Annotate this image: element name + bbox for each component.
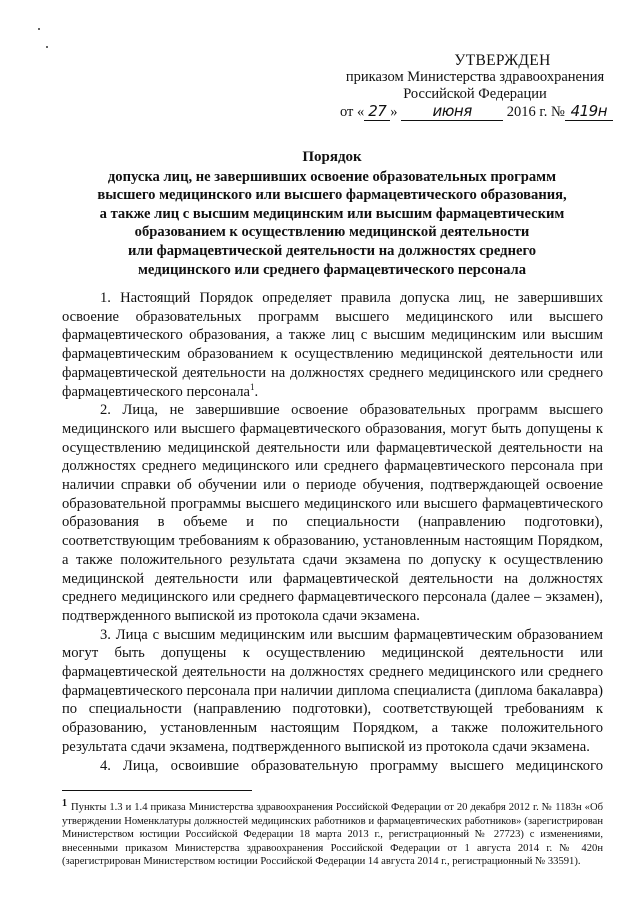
date-prefix: от « (340, 104, 365, 120)
approval-block (330, 52, 620, 121)
heading-line: высшего медицинского или высшего фармацевтического образования, (97, 187, 567, 204)
date-quote: » (390, 104, 398, 120)
footnote (62, 797, 603, 869)
heading-line: а также лиц с высшим медицинским или высшим фармацевтическим (99, 205, 565, 222)
approval-line-2: Российской Федерации (403, 86, 547, 102)
heading-title: Порядок (302, 149, 362, 165)
date-month: июня (401, 103, 503, 121)
heading-line: или фармацевтической деятельности на должностях среднего (127, 242, 537, 259)
approval-line-1: приказом Министерства здравоохранения (345, 69, 605, 85)
approval-title: УТВЕРЖДЕН (454, 52, 551, 69)
footnote-divider (62, 790, 252, 791)
paragraph-1-end: . (254, 383, 259, 400)
paragraph-1-text: 1. Настоящий Порядок определяет правила допуска лиц, не завершивших освоение образовательных программ высшего медицинского или высшего фармацевтического образования, а также лиц с высшим медицинским или высшим фармацевтическим образованием к осуществлению медицинской деятельности или фармацевтической деятельности на должностях среднего медицинского или среднего фармацевтического персонала (62, 290, 603, 400)
footnote-ref: 1 (250, 381, 255, 392)
footnote-text: Пункты 1.3 и 1.4 приказа Министерства здравоохранения Российской Федерации от 20 декабря 2012 г. № 1183н «Об утверждении Номенклатуры должностей медицинских работников и фармацевтических работников» (зарегистрирован Министерством юстиции Российской Федерации 18 марта 2013 г., регистрационный № 27723) с изменениями, внесенными приказом Министерства здравоохранения Российской Федерации от 1 августа 2014 г. № 420н (зарегистрирован Министерством юстиции Российской Федерации 14 августа 2014 г., регистрационный № 33591). (62, 802, 603, 868)
paragraph-4: 4. Лица, освоившие образовательную программу высшего медицинского (100, 757, 603, 774)
approval-date-line (330, 103, 620, 121)
heading-line: медицинского или среднего фармацевтического персонала (137, 261, 527, 278)
paragraph-3: 3. Лица с высшим медицинским или высшим фармацевтическим образованием могут быть допущены к осуществлению медицинской деятельности или фармацевтической деятельности на должностях среднего медицинского или среднего фармацевтического персонала при наличии диплома специалиста (диплома бакалавра) по специальности (направлению подготовки), соответствующей требованиям к образованию, установленным настоящим Порядком, а также положительного результата сдачи экзамена, подтвержденного выпиской из протокола сдачи экзамена. (62, 626, 603, 755)
order-number: 419н (565, 103, 613, 121)
document-heading (62, 148, 602, 279)
document-body (62, 289, 603, 775)
footnote-mark: 1 (62, 798, 67, 809)
scan-speck (38, 28, 40, 30)
paragraph-1 (62, 289, 603, 401)
date-year: 2016 г. № (506, 104, 565, 120)
heading-line: образованием к осуществлению медицинской деятельности (134, 224, 530, 241)
scan-speck (46, 46, 48, 48)
paragraph-2: 2. Лица, не завершившие освоение образовательных программ высшего медицинского или высшего фармацевтического образования, могут быть допущены к осуществлению медицинской деятельности или фармацевтической деятельности на должностях среднего медицинского или среднего фармацевтического персонала при наличии справки об обучении или о периоде обучения, подтверждающей освоение образовательной программы высшего медицинского или высшего фармацевтического образования в объеме и по специальности (направлению подготовки), соответствующим требованиям к образованию, установленным настоящим Порядком, а также положительного результата сдачи экзамена по допуску к осуществлению медицинской деятельности или фармацевтической деятельности на должностях среднего медицинского или среднего фармацевтического персонала (далее – экзамен), подтвержденного выпиской из протокола сдачи экзамена. (62, 402, 603, 624)
date-day: 27 (364, 103, 390, 121)
heading-line: допуска лиц, не завершивших освоение образовательных программ (107, 168, 557, 185)
